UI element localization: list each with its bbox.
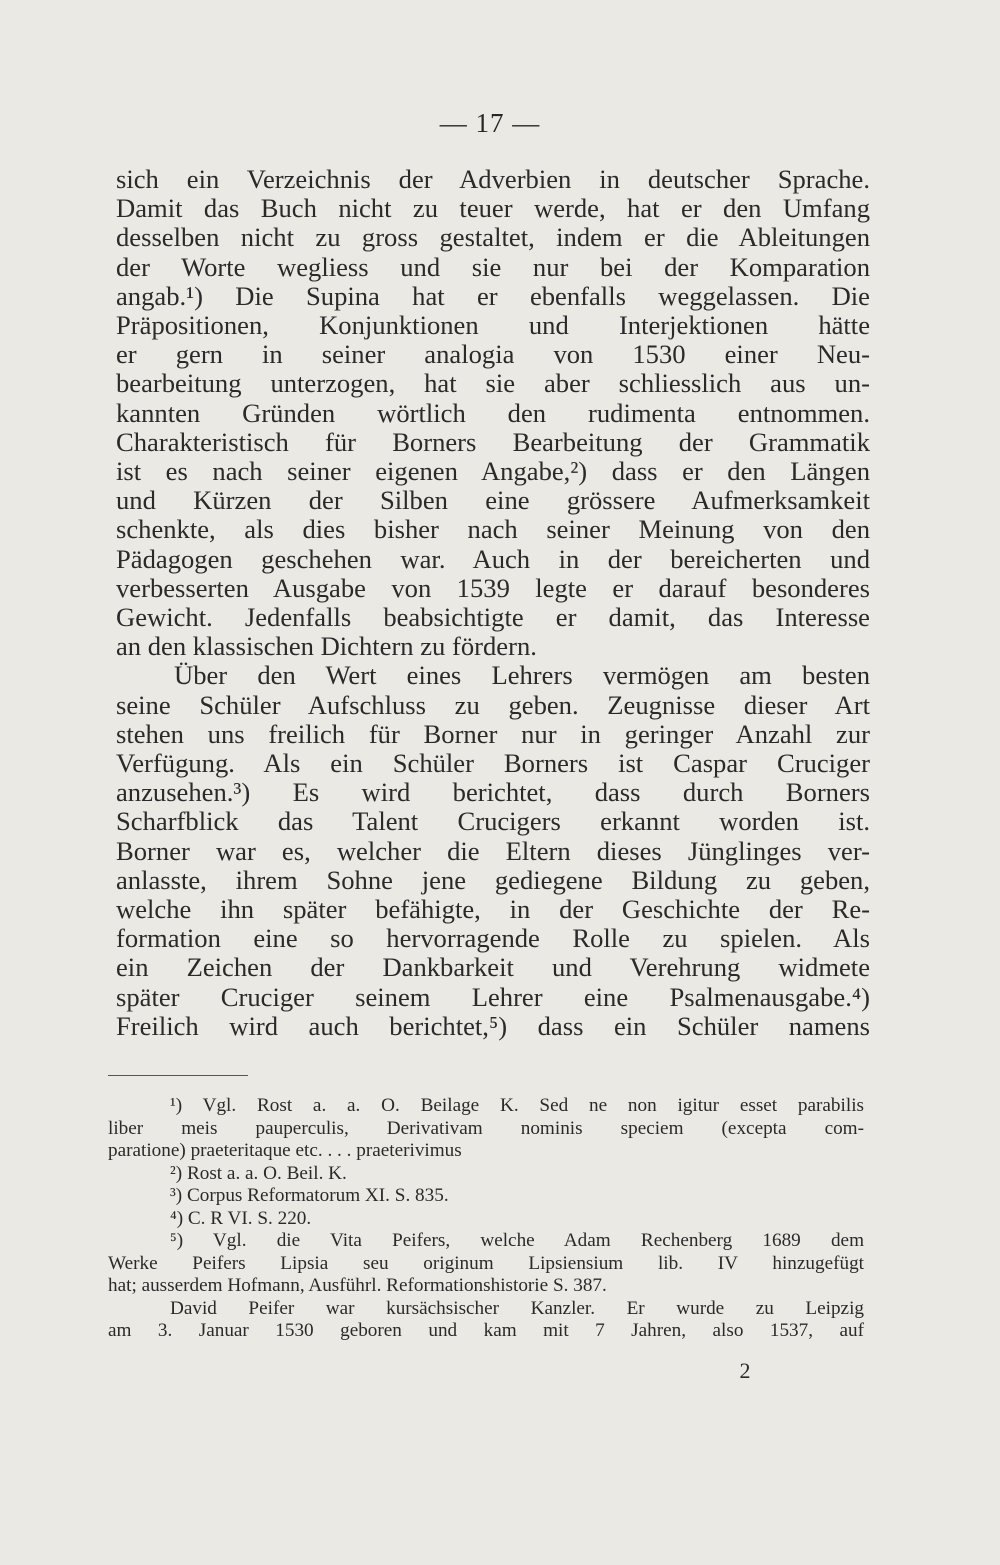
footnote-line: ³) Corpus Reformatorum XI. S. 835. [170,1185,449,1206]
text-line: Borner war es, welcher die Eltern dieses Jünglinges ver- [116,835,870,866]
footnote-line: liber meis pauperculis, Derivativam nominis speciem (excepta com- [108,1117,864,1139]
text-line: und Kürzen der Silben eine grössere Aufmerksamkeit [116,485,870,516]
text-line: Präpositionen, Konjunktionen und Interjektionen hätte [116,310,870,341]
footnote-line: ²) Rost a. a. O. Beil. K. [170,1162,347,1184]
text-line: schenkte, als dies bisher nach seiner Meinung von den [116,514,870,545]
footnote-line: ⁵) Vgl. die Vita Peifers, welche Adam Rechenberg 1689 dem [170,1230,864,1251]
text-line: Freilich wird auch berichtet,⁵) dass ein Schüler namens [116,1010,870,1041]
text-line: formation eine so hervorragende Rolle zu spielen. Als [116,923,870,954]
text-line: ein Zeichen der Dankbarkeit und Verehrung widmete [116,952,870,983]
footnote-divider [108,1075,248,1076]
text-line: stehen uns freilich für Borner nur in geringer Anzahl zur [116,718,870,749]
footnote-line: Werke Peifers Lipsia seu originum Lipsiensium lib. IV hinzugefügt [108,1252,864,1274]
footnote-line: ⁴) C. R VI. S. 220. [170,1207,312,1229]
text-line: anlasste, ihrem Sohne jene gediegene Bildung zu geben, [116,864,870,895]
text-line: Damit das Buch nicht zu teuer werde, hat er den Umfang [116,193,870,224]
signature-mark: 2 [739,1358,751,1383]
main-text [116,165,870,1041]
footnote-line: ¹) Vgl. Rost a. a. O. Beilage K. Sed ne non igitur esset parabilis [170,1095,864,1116]
text-line: bearbeitung unterzogen, hat sie aber schliesslich aus un- [116,368,870,399]
text-line: anzusehen.³) Es wird berichtet, dass durch Borners [116,777,870,808]
footnote-line: David Peifer war kursächsischer Kanzler. Er wurde zu Leipzig [170,1297,864,1319]
text-line: sich ein Verzeichnis der Adverbien in deutscher Sprache. [116,164,870,194]
text-line: verbesserten Ausgabe von 1539 legte er darauf besonderes [116,572,870,603]
footnote-line: paratione) praeteritaque etc. . . . praeterivimus [108,1140,462,1161]
text-line: Pädagogen geschehen war. Auch in der bereicherten und [116,543,870,574]
text-line: kannten Gründen wörtlich den rudimenta entnommen. [116,397,870,428]
text-line: an den klassischen Dichtern zu fördern. [116,631,537,662]
text-line: ist es nach seiner eigenen Angabe,²) dass er den Längen [116,456,870,487]
text-line: seine Schüler Aufschluss zu geben. Zeugnisse dieser Art [116,689,870,720]
text-line: Über den Wert eines Lehrers vermögen am besten [174,660,870,691]
footnote-line: am 3. Januar 1530 geboren und kam mit 7 Jahren, also 1537, auf [108,1320,864,1341]
text-line: Scharfblick das Talent Crucigers erkannt worden ist. [116,806,870,837]
text-line: Verfügung. Als ein Schüler Borners ist Caspar Cruciger [116,748,870,779]
text-line: Gewicht. Jedenfalls beabsichtigte er damit, das Interesse [116,602,870,633]
page-number: — 17 — [439,108,541,138]
text-line: der Worte wegliess und sie nur bei der Komparation [116,251,870,282]
text-line: er gern in seiner analogia von 1530 einer Neu- [116,339,870,370]
text-line: desselben nicht zu gross gestaltet, indem er die Ableitungen [116,222,870,253]
text-line: welche ihn später befähigte, in der Geschichte der Re- [116,894,870,925]
footnotes [108,1095,864,1343]
text-line: angab.¹) Die Supina hat er ebenfalls weggelassen. Die [116,280,870,311]
footnote-line: hat; ausserdem Hofmann, Ausführl. Reformationshistorie S. 387. [108,1275,607,1296]
text-line: später Cruciger seinem Lehrer eine Psalmenausgabe.⁴) [116,981,870,1012]
text-line: Charakteristisch für Borners Bearbeitung der Grammatik [116,426,870,457]
